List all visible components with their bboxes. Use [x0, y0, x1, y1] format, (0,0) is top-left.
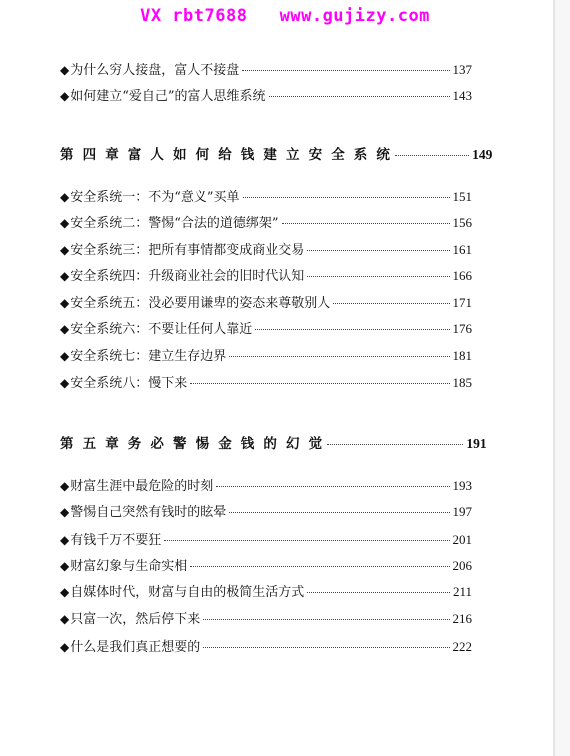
- entry-title: 有钱千万不要狂: [70, 533, 162, 548]
- entry-page-number: 185: [452, 375, 472, 390]
- chapter-title: 第 五 章 务 必 警 惕 金 钱 的 幻 觉: [60, 436, 325, 452]
- diamond-bullet-icon: ◆: [60, 533, 70, 547]
- diamond-bullet-icon: ◆: [60, 269, 70, 283]
- diamond-bullet-icon: ◆: [60, 505, 70, 519]
- toc-entry[interactable]: [60, 374, 472, 393]
- chapter-title: 第 四 章 富 人 如 何 给 钱 建 立 安 全 系 统: [60, 147, 393, 163]
- toc-entry[interactable]: [60, 267, 472, 286]
- dot-leader: [269, 96, 450, 97]
- diamond-bullet-icon: ◆: [60, 89, 70, 103]
- entry-title: 安全系统二：警惕“合法的道德绑架”: [70, 216, 279, 231]
- diamond-bullet-icon: ◆: [60, 585, 70, 599]
- dot-leader: [190, 383, 449, 384]
- diamond-bullet-icon: ◆: [60, 612, 70, 626]
- toc-entry[interactable]: [60, 214, 472, 233]
- diamond-bullet-icon: ◆: [60, 559, 70, 573]
- entry-page-number: 166: [452, 268, 472, 283]
- entry-title: 安全系统八：慢下来: [70, 376, 188, 391]
- entry-title: 警惕自己突然有钱时的眩晕: [70, 505, 227, 520]
- toc-entry[interactable]: [60, 347, 472, 366]
- diamond-bullet-icon: ◆: [60, 296, 70, 310]
- entry-title: 如何建立“爱自己”的富人思维系统: [70, 89, 266, 104]
- toc-entry[interactable]: [60, 531, 472, 550]
- entry-page-number: 211: [452, 584, 472, 599]
- diamond-bullet-icon: ◆: [60, 322, 70, 336]
- toc-entry[interactable]: [60, 294, 472, 313]
- toc-entry[interactable]: [60, 87, 472, 106]
- entry-page-number: 197: [452, 504, 472, 519]
- entry-title: 安全系统三：把所有事情都变成商业交易: [70, 243, 305, 258]
- dot-leader: [333, 303, 449, 304]
- entry-page-number: 201: [452, 532, 472, 547]
- entry-title: 为什么穷人接盘，富人不接盘: [70, 63, 240, 78]
- dot-leader: [327, 444, 463, 445]
- dot-leader: [190, 566, 449, 567]
- chapter-heading[interactable]: [60, 432, 487, 452]
- entry-title: 自媒体时代，财富与自由的极简生活方式: [70, 585, 305, 600]
- dot-leader: [243, 197, 450, 198]
- toc-entry[interactable]: [60, 583, 472, 602]
- entry-title: 安全系统七：建立生存边界: [70, 349, 227, 364]
- entry-page-number: 171: [452, 295, 472, 310]
- diamond-bullet-icon: ◆: [60, 376, 70, 390]
- diamond-bullet-icon: ◆: [60, 349, 70, 363]
- toc-entry[interactable]: [60, 320, 472, 339]
- diamond-bullet-icon: ◆: [60, 216, 70, 230]
- diamond-bullet-icon: ◆: [60, 243, 70, 257]
- entry-page-number: 222: [452, 639, 472, 654]
- page-margin: [555, 0, 570, 756]
- entry-title: 安全系统一：不为“意义”买单: [70, 190, 240, 205]
- entry-title: 安全系统四：升级商业社会的旧时代认知: [70, 269, 305, 284]
- entry-page-number: 143: [452, 88, 472, 103]
- toc-entry[interactable]: [60, 61, 472, 80]
- dot-leader: [229, 512, 449, 513]
- entry-page-number: 137: [452, 62, 472, 77]
- dot-leader: [282, 223, 450, 224]
- dot-leader: [255, 329, 449, 330]
- entry-title: 什么是我们真正想要的: [70, 640, 201, 655]
- entry-title: 只富一次，然后停下来: [70, 612, 201, 627]
- dot-leader: [164, 540, 449, 541]
- watermark-text: VX rbt7688 www.gujizy.com: [140, 6, 430, 26]
- dot-leader: [307, 250, 449, 251]
- dot-leader: [307, 592, 450, 593]
- dot-leader: [216, 486, 449, 487]
- chapter-heading[interactable]: [60, 143, 492, 163]
- dot-leader: [203, 647, 449, 648]
- dot-leader: [203, 619, 449, 620]
- dot-leader: [307, 276, 449, 277]
- entry-title: 安全系统五：没必要用谦卑的姿态来尊敬别人: [70, 296, 331, 311]
- toc-entry[interactable]: [60, 610, 472, 629]
- entry-page-number: 206: [452, 558, 472, 573]
- entry-page-number: 151: [452, 189, 472, 204]
- toc-entry[interactable]: [60, 188, 472, 207]
- toc-entry[interactable]: [60, 477, 472, 496]
- dot-leader: [229, 356, 449, 357]
- toc-entry[interactable]: [60, 241, 472, 260]
- entry-page-number: 176: [452, 321, 472, 336]
- dot-leader: [395, 155, 469, 156]
- entry-page-number: 193: [452, 478, 472, 493]
- diamond-bullet-icon: ◆: [60, 63, 70, 77]
- entry-title: 财富幻象与生命实相: [70, 559, 188, 574]
- entry-page-number: 216: [452, 611, 472, 626]
- diamond-bullet-icon: ◆: [60, 190, 70, 204]
- toc-entry[interactable]: [60, 557, 472, 576]
- dot-leader: [242, 70, 449, 71]
- entry-title: 财富生涯中最危险的时刻: [70, 479, 214, 494]
- entry-page-number: 156: [452, 215, 472, 230]
- toc-entry[interactable]: [60, 503, 472, 522]
- entry-page-number: 161: [452, 242, 472, 257]
- entry-page-number: 181: [452, 348, 472, 363]
- chapter-page-number: 149: [472, 147, 493, 162]
- diamond-bullet-icon: ◆: [60, 479, 70, 493]
- diamond-bullet-icon: ◆: [60, 640, 70, 654]
- entry-title: 安全系统六：不要让任何人靠近: [70, 322, 253, 337]
- chapter-page-number: 191: [466, 436, 487, 451]
- toc-entry[interactable]: [60, 638, 472, 657]
